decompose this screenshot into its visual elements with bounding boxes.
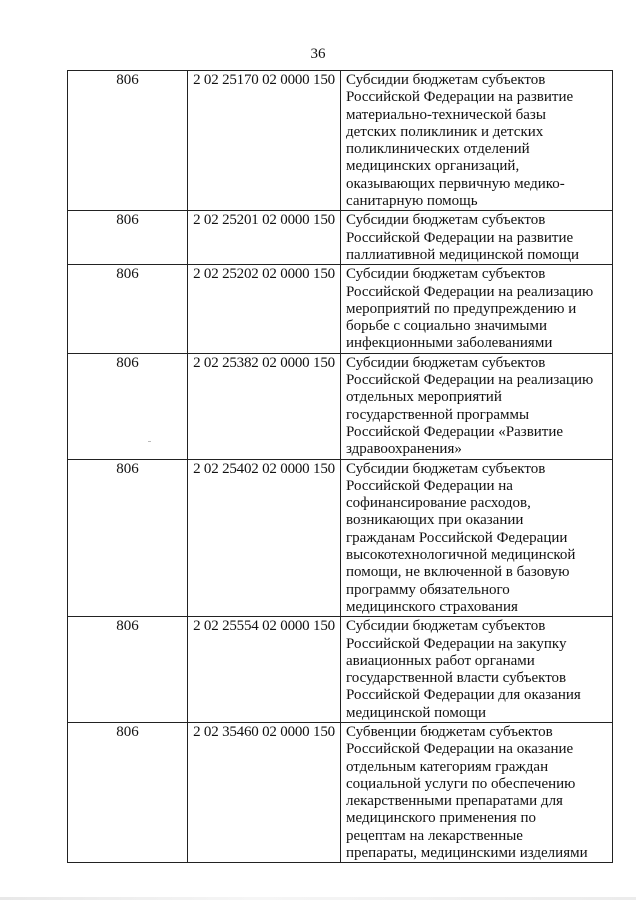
scan-edge-shadow bbox=[0, 897, 636, 900]
admin-code-cell: 806 bbox=[68, 459, 188, 617]
revenue-name-line: Российской Федерации на реализацию bbox=[346, 283, 594, 300]
table-row bbox=[68, 722, 613, 862]
revenue-name-cell bbox=[341, 211, 613, 265]
budget-classification-code-cell: 2 02 25202 02 0000 150 bbox=[188, 265, 341, 353]
revenue-name-line: медицинского страхования bbox=[346, 598, 518, 615]
revenue-name-cell bbox=[341, 617, 613, 723]
revenue-name-line: отдельных мероприятий bbox=[346, 389, 502, 406]
revenue-name-line: государственной власти субъектов bbox=[346, 670, 567, 687]
budget-classification-code-cell: 2 02 35460 02 0000 150 bbox=[188, 722, 341, 862]
revenue-name-line: Субсидии бюджетам субъектов bbox=[346, 212, 546, 229]
table-row bbox=[68, 211, 613, 265]
revenue-name-line: детских поликлиник и детских bbox=[346, 123, 544, 140]
revenue-name-line: государственной программы bbox=[346, 406, 530, 423]
revenue-name-cell bbox=[341, 71, 613, 211]
table-row bbox=[68, 265, 613, 353]
scan-artifact bbox=[148, 441, 151, 442]
admin-code-cell: 806 bbox=[68, 722, 188, 862]
revenue-name-line: Российской Федерации на развитие bbox=[346, 229, 574, 246]
revenue-name-line: санитарную помощь bbox=[346, 193, 478, 210]
page-number: 36 bbox=[310, 46, 326, 62]
budget-revenue-table bbox=[67, 70, 613, 863]
revenue-name-line: Российской Федерации «Развитие bbox=[346, 423, 564, 440]
revenue-name-line: Субсидии бюджетам субъектов bbox=[346, 618, 546, 635]
revenue-name-line: программу обязательного bbox=[346, 581, 510, 598]
admin-code-cell: 806 bbox=[68, 265, 188, 353]
budget-classification-code-cell: 2 02 25402 02 0000 150 bbox=[188, 459, 341, 617]
revenue-name-line: возникающих при оказании bbox=[346, 512, 524, 529]
revenue-name-line: авиационных работ органами bbox=[346, 652, 535, 669]
revenue-name-line: отдельным категориям граждан bbox=[346, 758, 549, 775]
budget-classification-code-cell: 2 02 25554 02 0000 150 bbox=[188, 617, 341, 723]
revenue-name-line: высокотехнологичной медицинской bbox=[346, 547, 576, 564]
revenue-name-cell bbox=[341, 353, 613, 459]
revenue-name-line: Российской Федерации на оказание bbox=[346, 741, 574, 758]
revenue-name-line: Российской Федерации для оказания bbox=[346, 687, 581, 704]
revenue-name-line: рецептам на лекарственные bbox=[346, 827, 523, 844]
revenue-name-line: медицинского применения по bbox=[346, 810, 537, 827]
admin-code-cell: 806 bbox=[68, 211, 188, 265]
revenue-name-line: Субсидии бюджетам субъектов bbox=[346, 460, 546, 477]
table-body bbox=[68, 71, 613, 863]
revenue-name-line: инфекционными заболеваниями bbox=[346, 335, 553, 352]
budget-classification-code-cell: 2 02 25382 02 0000 150 bbox=[188, 353, 341, 459]
revenue-name-line: медицинской помощи bbox=[346, 704, 486, 721]
revenue-name-line: Субвенции бюджетам субъектов bbox=[346, 723, 553, 740]
admin-code-cell: 806 bbox=[68, 353, 188, 459]
admin-code-cell: 806 bbox=[68, 71, 188, 211]
revenue-name-line: материально-технической базы bbox=[346, 106, 546, 123]
revenue-name-line: мероприятий по предупреждению и bbox=[346, 300, 577, 317]
revenue-name-line: здравоохранения» bbox=[346, 441, 462, 458]
revenue-name-line: Субсидии бюджетам субъектов bbox=[346, 354, 546, 371]
admin-code-cell: 806 bbox=[68, 617, 188, 723]
revenue-name-line: гражданам Российской Федерации bbox=[346, 529, 568, 546]
table-row bbox=[68, 459, 613, 617]
revenue-name-line: Субсидии бюджетам субъектов bbox=[346, 72, 546, 88]
revenue-name-line: препараты, медицинскими изделиями bbox=[346, 845, 588, 862]
revenue-name-line: помощи, не включенной в базовую bbox=[346, 564, 570, 581]
revenue-name-line: медицинских организаций, bbox=[346, 158, 520, 175]
revenue-name-line: Российской Федерации на bbox=[346, 477, 513, 494]
budget-classification-code-cell: 2 02 25201 02 0000 150 bbox=[188, 211, 341, 265]
revenue-name-cell bbox=[341, 265, 613, 353]
revenue-name-line: лекарственными препаратами для bbox=[346, 793, 563, 810]
revenue-name-cell bbox=[341, 722, 613, 862]
revenue-name-line: оказывающих первичную медико- bbox=[346, 175, 565, 192]
revenue-name-line: поликлинических отделений bbox=[346, 141, 530, 158]
revenue-name-line: Субсидии бюджетам субъектов bbox=[346, 266, 546, 283]
revenue-name-line: софинансирование расходов, bbox=[346, 495, 531, 512]
table-row bbox=[68, 71, 613, 211]
revenue-name-line: борьбе с социально значимыми bbox=[346, 318, 547, 335]
revenue-name-line: Российской Федерации на закупку bbox=[346, 635, 567, 652]
revenue-name-cell bbox=[341, 459, 613, 617]
revenue-name-line: социальной услуги по обеспечению bbox=[346, 775, 576, 792]
table-row bbox=[68, 617, 613, 723]
table-row bbox=[68, 353, 613, 459]
revenue-name-line: Российской Федерации на развитие bbox=[346, 89, 574, 106]
revenue-name-line: паллиативной медицинской помощи bbox=[346, 246, 580, 263]
revenue-name-line: Российской Федерации на реализацию bbox=[346, 372, 594, 389]
budget-classification-code-cell: 2 02 25170 02 0000 150 bbox=[188, 71, 341, 211]
